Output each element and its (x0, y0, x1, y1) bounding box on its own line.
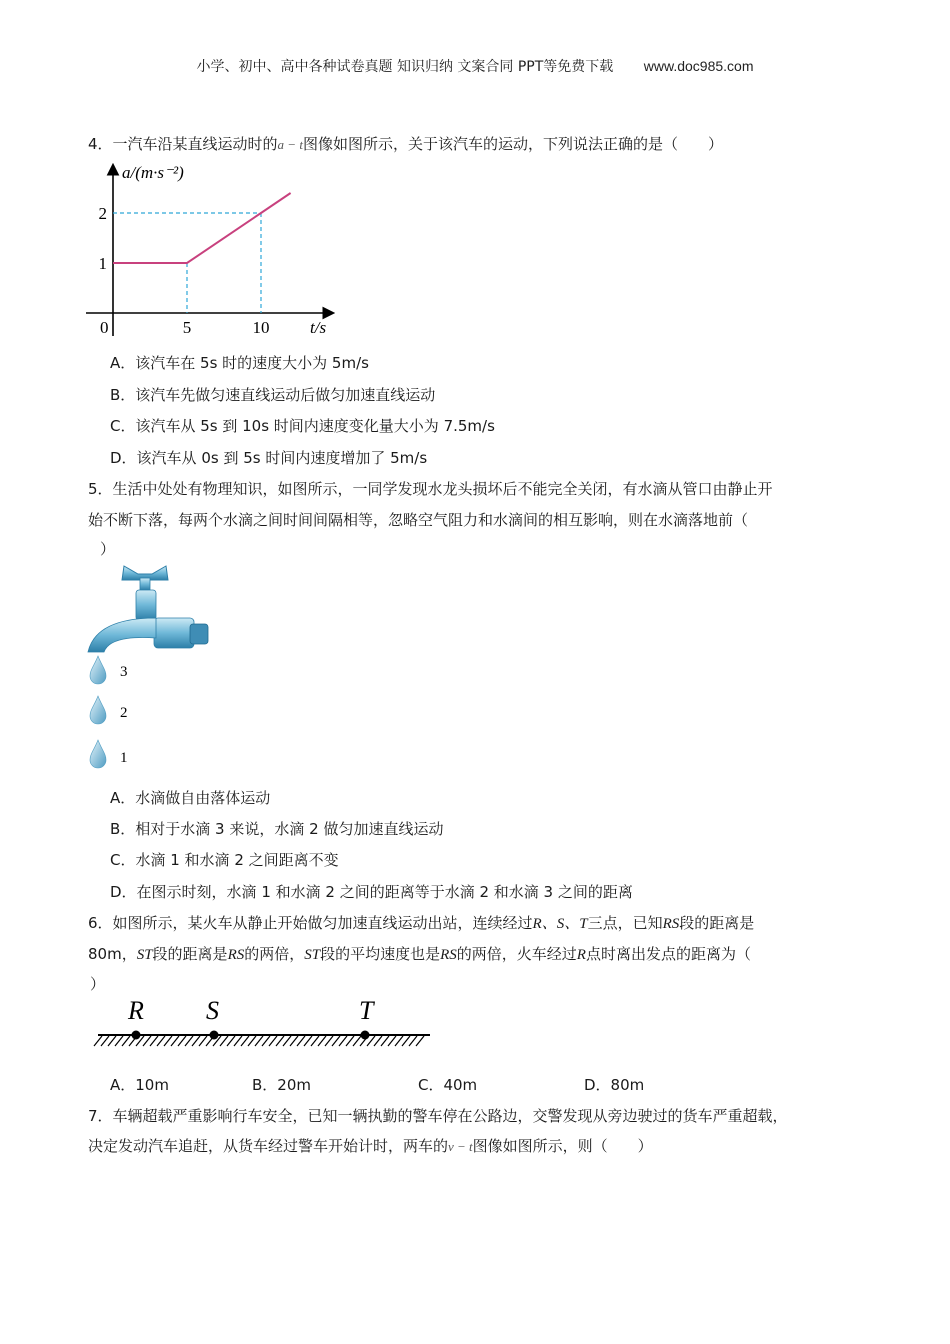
q6-stem-line2: 80m，ST段的距离是RS的两倍，ST段的平均速度也是RS的两倍，火车经过R点时离出发点的距离为（ (88, 945, 751, 963)
hatch-mark (276, 1036, 284, 1046)
header-url[interactable]: www.doc985.com (643, 58, 754, 74)
origin-label: 0 (100, 318, 109, 337)
q6-stem-line3: ） (90, 975, 106, 993)
hatch-mark (381, 1036, 389, 1046)
hatch-mark (290, 1036, 298, 1046)
hatch-mark (304, 1036, 312, 1046)
hatch-mark (164, 1036, 172, 1046)
hatch-mark (297, 1036, 305, 1046)
hatch-mark (255, 1036, 263, 1046)
hatch-mark (220, 1036, 228, 1046)
hatch-mark (185, 1036, 193, 1046)
water-drop-icon-1 (90, 740, 106, 768)
hatch-mark (388, 1036, 396, 1046)
hatch-mark (227, 1036, 235, 1046)
q4-option-a[interactable]: A．该汽车在 5s 时的速度大小为 5m/s (110, 354, 369, 372)
y-tick-label-2: 2 (98, 204, 107, 223)
hatch-mark (318, 1036, 326, 1046)
q7-stem-var: v − t (448, 1139, 473, 1154)
y-axis-label: a/(m·s⁻²) (122, 163, 184, 182)
hatch-mark (241, 1036, 249, 1046)
point-label-r: R (128, 996, 144, 1025)
q5-option-a[interactable]: A．水滴做自由落体运动 (110, 789, 271, 807)
y-tick-label-1: 1 (98, 254, 107, 273)
q6-option-b[interactable]: B．20m (252, 1076, 311, 1094)
hatch-mark (234, 1036, 242, 1046)
hatch-mark (311, 1036, 319, 1046)
hatch-mark (94, 1036, 102, 1046)
q5-stem-line3: ） (100, 540, 116, 558)
x-tick-label-5: 5 (182, 318, 192, 337)
q5-option-c[interactable]: C．水滴 1 和水滴 2 之间距离不变 (110, 851, 339, 869)
hatch-mark (269, 1036, 277, 1046)
drop-label-1: 1 (120, 750, 128, 766)
point-t (361, 1031, 370, 1040)
hatch-mark (353, 1036, 361, 1046)
track-hatching (94, 1036, 424, 1046)
hatch-mark (248, 1036, 256, 1046)
page-header (0, 56, 950, 76)
at-series-line (113, 193, 291, 263)
q5-option-d[interactable]: D．在图示时刻，水滴 1 和水滴 2 之间的距离等于水滴 2 和水滴 3 之间的距离 (110, 883, 633, 901)
q4-stem: 4．一汽车沿某直线运动时的a − t图像如图所示，关于该汽车的运动，下列说法正确的是（ ） (88, 135, 723, 153)
hatch-mark (346, 1036, 354, 1046)
hatch-mark (143, 1036, 151, 1046)
water-drop-icon-2 (90, 696, 106, 724)
hatch-mark (171, 1036, 179, 1046)
q5-stem-line1: 5．生活中处处有物理知识，如图所示，一同学发现水龙头损坏后不能完全关闭，有水滴从管口由静止开 (88, 480, 773, 498)
hatch-mark (395, 1036, 403, 1046)
q4-stem-var: a − t (277, 137, 303, 152)
faucet-icon (88, 566, 208, 652)
q6-option-c[interactable]: C．40m (418, 1076, 478, 1094)
hatch-mark (374, 1036, 382, 1046)
q4-option-c[interactable]: C．该汽车从 5s 到 10s 时间内速度变化量大小为 7.5m/s (110, 417, 495, 435)
q5-option-b[interactable]: B．相对于水滴 3 来说，水滴 2 做匀加速直线运动 (110, 820, 444, 838)
drop-label-3: 3 (120, 664, 128, 680)
point-r (132, 1031, 141, 1040)
q5-stem-line2: 始不断下落，每两个水滴之间时间间隔相等，忽略空气阻力和水滴间的相互影响，则在水滴落地前（ (88, 511, 749, 529)
q6-option-d[interactable]: D．80m (584, 1076, 645, 1094)
hatch-mark (101, 1036, 109, 1046)
hatch-mark (283, 1036, 291, 1046)
q7-stem-line2: 决定发动汽车追赶，从货车经过警车开始计时，两车的v − t图像如图所示，则（ ） (88, 1137, 653, 1155)
hatch-mark (108, 1036, 116, 1046)
q4-option-d[interactable]: D．该汽车从 0s 到 5s 时间内速度增加了 5m/s (110, 449, 428, 467)
water-drop-icon-3 (90, 656, 106, 684)
point-label-t: T (359, 996, 374, 1025)
hatch-mark (150, 1036, 158, 1046)
q4-at-chart (80, 158, 350, 343)
drop-label-2: 2 (120, 705, 128, 721)
hatch-mark (157, 1036, 165, 1046)
q6-stem-line1: 6．如图所示，某火车从静止开始做匀加速直线运动出站，连续经过R、S、T三点，已知RS段的距离是 (88, 914, 755, 932)
track-diagram (92, 995, 437, 1055)
x-tick-label-10: 10 (252, 318, 270, 337)
hatch-mark (409, 1036, 417, 1046)
q4-option-b[interactable]: B．该汽车先做匀速直线运动后做匀加速直线运动 (110, 386, 436, 404)
hatch-mark (339, 1036, 347, 1046)
x-axis-label: t/s (310, 318, 327, 337)
q7-stem-line1: 7．车辆超载严重影响行车安全，已知一辆执勤的警车停在公路边，交警发现从旁边驶过的货车严重超载， (88, 1107, 788, 1125)
q6-option-a[interactable]: A．10m (110, 1076, 169, 1094)
hatch-mark (178, 1036, 186, 1046)
hatch-mark (325, 1036, 333, 1046)
hatch-mark (199, 1036, 207, 1046)
faucet-illustration (82, 560, 222, 775)
hatch-mark (262, 1036, 270, 1046)
header-text: 小学、初中、高中各种试卷真题 知识归纳 文案合同 PPT等免费下载 (196, 59, 614, 75)
hatch-mark (115, 1036, 123, 1046)
hatch-mark (192, 1036, 200, 1046)
hatch-mark (332, 1036, 340, 1046)
point-s (210, 1031, 219, 1040)
point-label-s: S (206, 996, 219, 1025)
hatch-mark (416, 1036, 424, 1046)
hatch-mark (122, 1036, 130, 1046)
hatch-mark (402, 1036, 410, 1046)
